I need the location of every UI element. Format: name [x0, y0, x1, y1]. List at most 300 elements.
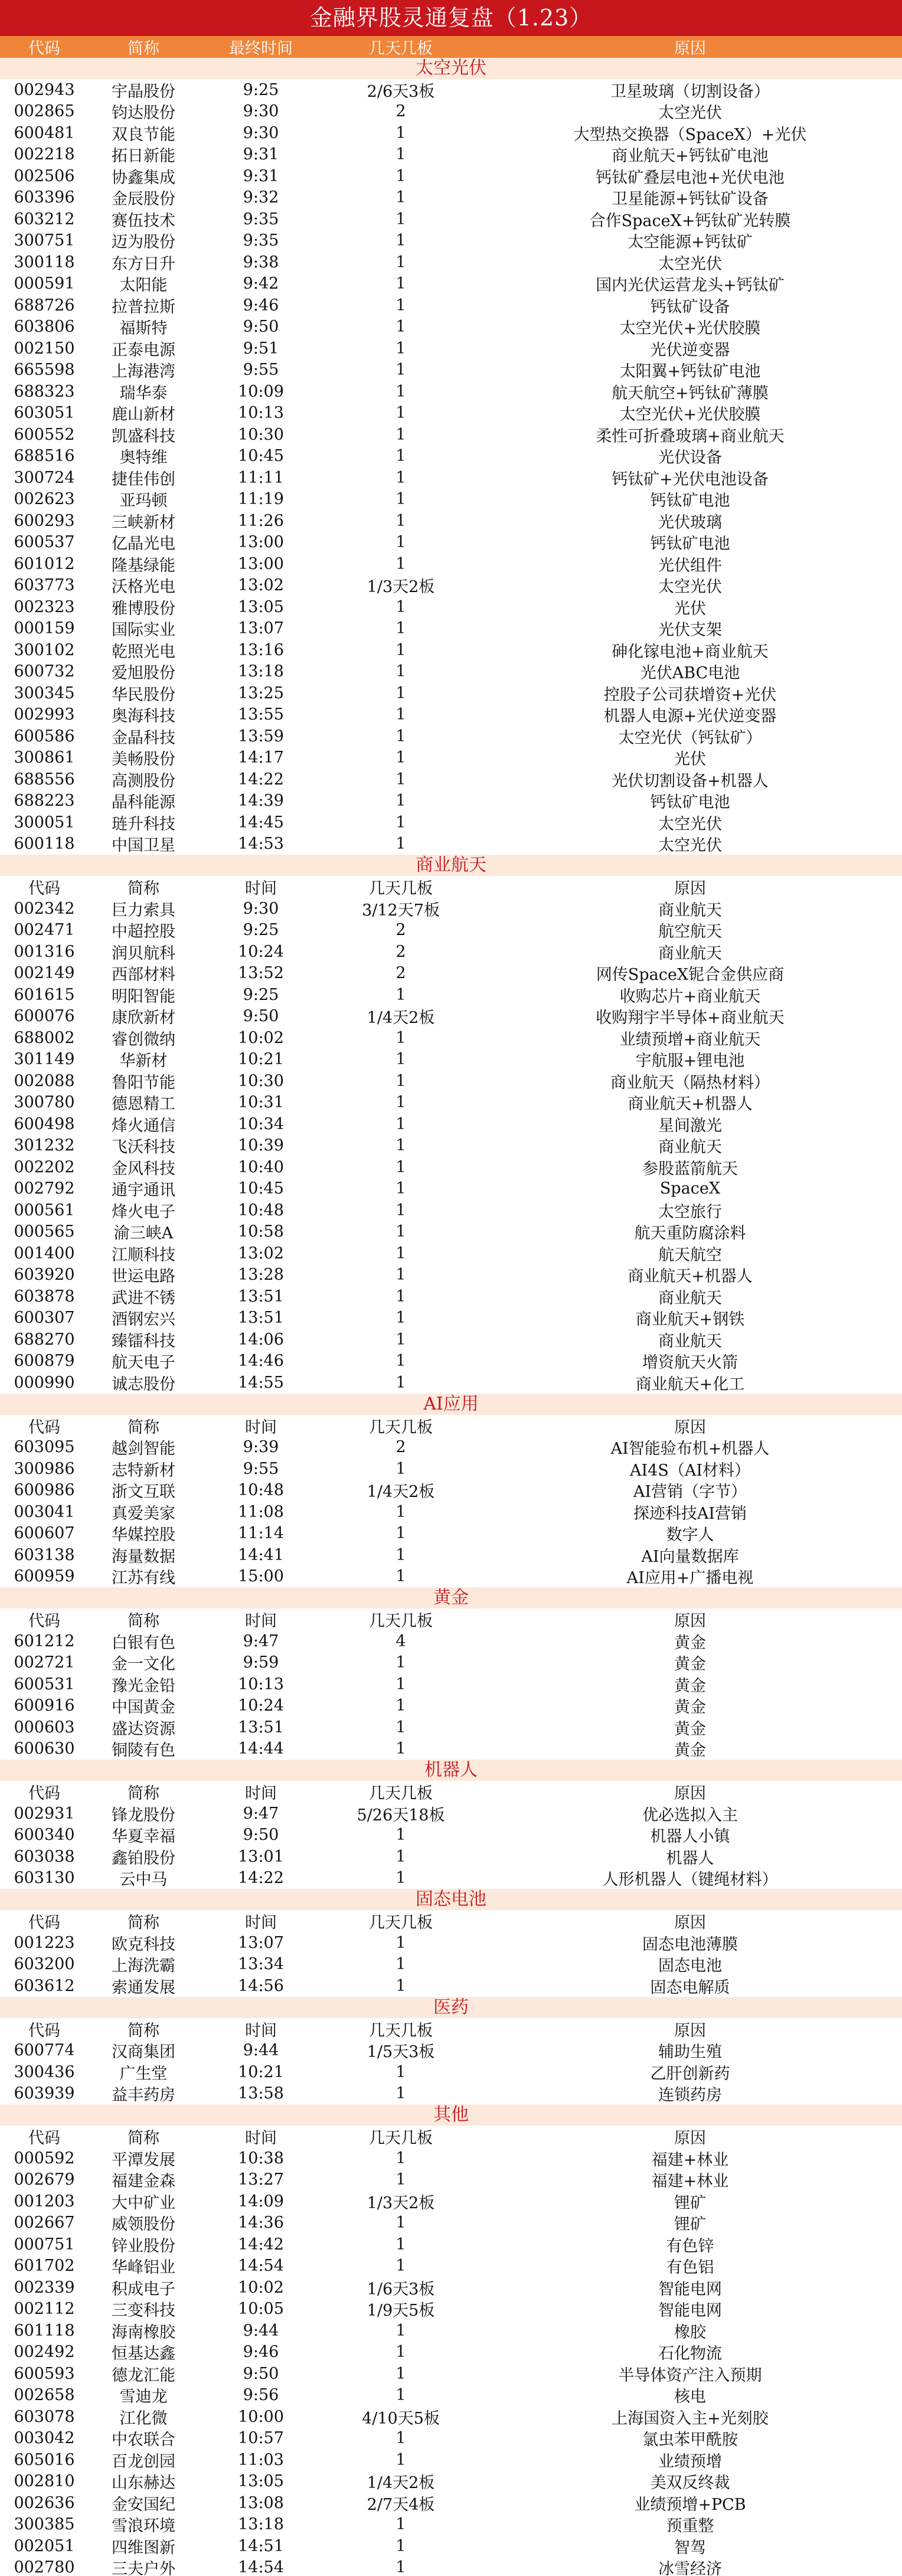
cell-code: 603212	[14, 210, 75, 228]
table-row	[0, 833, 902, 855]
cell-time: 14:53	[238, 835, 284, 854]
cell-code: 603130	[14, 1869, 75, 1888]
table-row	[0, 1458, 902, 1480]
cell-time: 9:30	[243, 123, 279, 142]
table-row	[0, 1049, 902, 1071]
cell-boards: 1	[396, 1028, 406, 1047]
table-row	[0, 1652, 902, 1674]
table-row	[0, 1178, 902, 1200]
cell-reason: 钙钛矿设备	[650, 298, 730, 316]
cell-reason: 商业航天（隔热材料）	[610, 1073, 770, 1092]
table-row	[0, 2147, 902, 2169]
table-row	[0, 941, 902, 963]
table-row	[0, 984, 902, 1006]
cell-boards: 1	[396, 1330, 406, 1349]
cell-time: 14:17	[238, 748, 284, 767]
cell-code: 688323	[14, 382, 75, 401]
cell-name: 大中矿业	[112, 2193, 175, 2212]
cell-code: 000592	[14, 2149, 75, 2168]
cell-reason: 收购翔宇半导体+商业航天	[596, 1009, 785, 1028]
cell-time: 10:40	[238, 1158, 284, 1176]
cell-time: 14:06	[238, 1330, 284, 1349]
cell-code: 600340	[14, 1826, 75, 1845]
cell-time: 13:02	[238, 576, 284, 595]
cell-name: 三变科技	[112, 2302, 175, 2320]
cell-time: 14:46	[238, 1352, 284, 1371]
table-row	[0, 79, 902, 101]
cell-time: 9:59	[243, 1653, 279, 1672]
cell-boards: 1	[396, 1976, 406, 1995]
cell-code: 688270	[14, 1330, 75, 1349]
cell-boards: 1	[396, 404, 406, 423]
cell-name: 沃格光电	[112, 578, 175, 597]
cell-reason: 机器人电源+光伏逆变器	[603, 707, 777, 726]
cell-reason: 宇航服+锂电池	[635, 1052, 745, 1071]
cell-reason: 黄金	[674, 1741, 706, 1760]
section-header-time: 时间	[245, 1914, 277, 1932]
cell-code: 000751	[14, 2235, 75, 2254]
cell-name: 广生堂	[119, 2064, 168, 2083]
table-row	[0, 1846, 902, 1868]
cell-time: 10:38	[238, 2149, 284, 2168]
cell-name: 三峡新材	[112, 513, 175, 532]
cell-boards: 1	[396, 1933, 406, 1952]
cell-boards: 1	[396, 511, 406, 530]
cell-time: 9:30	[243, 899, 279, 918]
cell-code: 603878	[14, 1287, 75, 1306]
cell-name: 琏升科技	[112, 815, 175, 833]
cell-name: 平潭发展	[112, 2150, 175, 2169]
table-row	[0, 359, 902, 381]
cell-time: 13:58	[238, 2084, 284, 2103]
cell-code: 002218	[14, 145, 75, 164]
cell-name: 明阳智能	[112, 987, 175, 1006]
table-row	[0, 1027, 902, 1049]
section-header-code: 代码	[28, 2021, 60, 2040]
cell-time: 9:55	[243, 1459, 279, 1478]
cell-reason: AI智能验布机+机器人	[610, 1440, 770, 1459]
cell-name: 西部材料	[112, 966, 175, 985]
table-row	[0, 725, 902, 747]
table-row	[0, 2320, 902, 2342]
cell-boards: 1	[396, 640, 406, 659]
cell-name: 华媒控股	[112, 1526, 175, 1545]
section-title: AI应用	[0, 1394, 902, 1415]
section-header-boards: 几天几板	[369, 1418, 433, 1437]
cell-reason: 光伏支架	[658, 621, 722, 640]
cell-reason: 钙钛矿电池	[650, 492, 730, 511]
cell-time: 9:56	[243, 2386, 279, 2405]
cell-reason: 卫星玻璃（切割设备）	[610, 82, 770, 101]
table-row	[0, 316, 902, 338]
cell-boards: 1	[396, 2214, 406, 2232]
table-row	[0, 446, 902, 468]
cell-time: 13:02	[238, 1244, 284, 1263]
cell-boards: 1	[396, 684, 406, 702]
cell-code: 002051	[14, 2536, 75, 2555]
section-header-name: 简称	[128, 2129, 159, 2147]
cell-time: 10:57	[238, 2429, 284, 2448]
cell-time: 13:05	[238, 597, 284, 616]
cell-name: 康欣新材	[112, 1009, 175, 1028]
cell-name: 飞沃科技	[112, 1138, 175, 1157]
table-row	[0, 122, 902, 144]
section-header-code: 代码	[28, 2129, 60, 2147]
cell-time: 9:38	[243, 253, 279, 272]
cell-time: 10:45	[238, 1179, 284, 1198]
cell-code: 601702	[14, 2257, 75, 2276]
cell-name: 上海洗霸	[112, 1957, 175, 1976]
cell-code: 002679	[14, 2170, 75, 2189]
cell-name: 浙文互联	[112, 1483, 175, 1502]
table-row	[0, 2040, 902, 2062]
cell-name: 福建金森	[112, 2172, 175, 2191]
cell-reason: 光伏切割设备+机器人	[612, 772, 769, 790]
cell-time: 10:21	[238, 1050, 284, 1069]
section-title: 其他	[0, 2104, 902, 2126]
table-row	[0, 251, 902, 273]
table-row	[0, 2492, 902, 2514]
cell-reason: 收购芯片+商业航天	[619, 987, 761, 1006]
cell-name: 烽火通信	[112, 1116, 175, 1135]
cell-time: 10:58	[238, 1222, 284, 1241]
cell-code: 002993	[14, 705, 75, 724]
cell-reason: 商业航天+钙钛矿电池	[612, 147, 769, 166]
cell-reason: 柔性可折叠玻璃+商业航天	[596, 427, 785, 446]
cell-boards: 1	[396, 447, 406, 466]
cell-boards: 1	[396, 1309, 406, 1328]
cell-name: 诚志股份	[112, 1375, 175, 1394]
cell-reason: 石化物流	[658, 2345, 722, 2363]
cell-time: 10:39	[238, 1136, 284, 1155]
cell-name: 志特新材	[112, 1461, 175, 1480]
cell-time: 13:27	[238, 2170, 284, 2189]
cell-reason: 太空光伏+光伏胶膜	[619, 406, 761, 424]
cell-reason: 福建+林业	[651, 2150, 729, 2169]
cell-code: 002931	[14, 1804, 75, 1823]
cell-boards: 1	[396, 1201, 406, 1220]
cell-boards: 1	[396, 425, 406, 444]
cell-reason: 业绩预增	[658, 2452, 722, 2471]
table-row	[0, 1975, 902, 1997]
cell-code: 002202	[14, 1158, 75, 1176]
cell-code: 600774	[14, 2041, 75, 2060]
cell-code: 605016	[14, 2450, 75, 2469]
cell-time: 11:11	[238, 468, 284, 487]
section-header-reason: 原因	[674, 2129, 706, 2147]
cell-code: 300751	[14, 231, 75, 250]
cell-reason: 黄金	[674, 1676, 706, 1695]
cell-time: 9:47	[243, 1804, 279, 1823]
cell-name: 福斯特	[119, 319, 168, 338]
table-row	[0, 2234, 902, 2255]
cell-boards: 1	[396, 1222, 406, 1241]
cell-reason: SpaceX	[659, 1179, 721, 1198]
table-row	[0, 1825, 902, 1846]
cell-boards: 1	[396, 318, 406, 336]
cell-name: 中超控股	[112, 923, 175, 942]
cell-name: 捷佳伟创	[112, 470, 175, 489]
section-header	[0, 1415, 902, 1437]
cell-time: 9:50	[243, 1007, 279, 1026]
cell-code: 000591	[14, 274, 75, 293]
cell-name: 白银有色	[112, 1633, 175, 1652]
cell-time: 10:00	[238, 2407, 284, 2426]
cell-time: 9:30	[243, 102, 279, 121]
cell-boards: 1	[396, 2321, 406, 2340]
cell-reason: 商业航天	[658, 944, 722, 963]
section-header	[0, 2126, 902, 2147]
cell-reason: AI4S（AI材料）	[629, 1461, 750, 1480]
cell-reason: 固态电池薄膜	[642, 1935, 738, 1954]
cell-reason: 商业航天+化工	[635, 1375, 745, 1394]
table-row	[0, 2406, 902, 2428]
cell-name: 海量数据	[112, 1547, 175, 1566]
cell-name: 拓日新能	[112, 147, 175, 166]
table-row	[0, 1437, 902, 1459]
cell-reason: 合作SpaceX+钙钛矿光转膜	[589, 211, 791, 230]
cell-code: 002623	[14, 490, 75, 509]
cell-reason: 上海国资入主+光刻胶	[612, 2409, 769, 2428]
cell-code: 300385	[14, 2515, 75, 2534]
cell-time: 9:50	[243, 318, 279, 336]
cell-boards: 1	[396, 2450, 406, 2469]
cell-time: 9:25	[243, 80, 279, 99]
cell-reason: 黄金	[674, 1655, 706, 1674]
cell-time: 10:45	[238, 447, 284, 466]
cell-reason: 商业航天	[658, 1289, 722, 1307]
cell-reason: 商业航天	[658, 1138, 722, 1157]
table-row	[0, 1372, 902, 1394]
cell-time: 13:55	[238, 705, 284, 724]
cell-name: 金风科技	[112, 1159, 175, 1178]
cell-boards: 1	[396, 1287, 406, 1306]
cell-code: 002943	[14, 80, 75, 99]
cell-reason: 半导体资产注入预期	[618, 2366, 762, 2385]
cell-name: 双良节能	[112, 125, 175, 144]
cell-boards: 1	[396, 2536, 406, 2555]
cell-time: 11:14	[238, 1524, 284, 1543]
section-header-code: 代码	[28, 1914, 60, 1932]
cell-boards: 1	[396, 2515, 406, 2534]
cell-boards: 1	[396, 554, 406, 573]
table-row	[0, 1286, 902, 1307]
cell-boards: 1	[396, 1869, 406, 1888]
cell-reason: 光伏组件	[658, 556, 722, 575]
cell-boards: 1	[396, 1718, 406, 1737]
cell-code: 603138	[14, 1545, 75, 1564]
cell-code: 688223	[14, 792, 75, 810]
cell-boards: 3/12天7板	[362, 901, 440, 920]
table-row	[0, 1630, 902, 1652]
cell-time: 11:03	[238, 2450, 284, 2469]
cell-time: 9:50	[243, 2364, 279, 2383]
cell-boards: 1	[396, 1545, 406, 1564]
cell-reason: 钙钛矿电池	[650, 535, 730, 554]
section-header-time: 时间	[245, 1418, 277, 1437]
cell-time: 11:19	[238, 490, 284, 509]
cell-name: 巨力索具	[112, 901, 175, 920]
cell-boards: 1	[396, 1071, 406, 1090]
cell-name: 四维图新	[112, 2538, 175, 2557]
table-row	[0, 2514, 902, 2536]
section-header-name: 简称	[128, 1914, 159, 1932]
section-header-name: 简称	[128, 1418, 159, 1437]
cell-boards: 1	[396, 2149, 406, 2168]
section-header-boards: 几天几板	[369, 1784, 433, 1803]
cell-time: 10:13	[238, 404, 284, 423]
cell-boards: 1/6天3板	[367, 2280, 435, 2299]
cell-reason: 光伏设备	[658, 449, 722, 468]
table-row	[0, 790, 902, 812]
section-header-name: 简称	[128, 880, 159, 898]
cell-name: 隆基绿能	[112, 556, 175, 575]
cell-name: 金晶科技	[112, 728, 175, 747]
cell-boards: 1	[396, 210, 406, 228]
cell-reason: 航天重防腐涂料	[634, 1224, 746, 1243]
cell-time: 13:51	[238, 1287, 284, 1306]
cell-time: 13:59	[238, 727, 284, 746]
cell-code: 002112	[14, 2300, 75, 2319]
cell-name: 江顺科技	[112, 1245, 175, 1264]
cell-code: 001223	[14, 1933, 75, 1952]
cell-reason: 固态电解质	[650, 1978, 730, 1997]
cell-time: 13:16	[238, 640, 284, 659]
cell-boards: 1/3天2板	[367, 2193, 435, 2212]
cell-code: 600481	[14, 123, 75, 142]
cell-code: 002636	[14, 2493, 75, 2512]
table-row	[0, 2277, 902, 2299]
cell-boards: 1	[396, 1955, 406, 1974]
cell-reason: 预重整	[666, 2517, 714, 2536]
cell-boards: 1	[396, 1847, 406, 1866]
cell-name: 烽火电子	[112, 1202, 175, 1221]
cell-time: 14:51	[238, 2536, 284, 2555]
cell-boards: 1/3天2板	[367, 578, 435, 597]
cell-time: 14:09	[238, 2192, 284, 2211]
cell-code: 000159	[14, 619, 75, 638]
cell-boards: 1	[396, 835, 406, 854]
cell-name: 高测股份	[112, 772, 175, 790]
cell-name: 钧达股份	[112, 104, 175, 123]
table-row	[0, 682, 902, 704]
cell-time: 9:25	[243, 921, 279, 940]
section-header-name: 简称	[128, 1612, 159, 1630]
cell-reason: AI应用+广播电视	[626, 1569, 754, 1588]
cell-code: 601012	[14, 554, 75, 573]
section-title: 机器人	[0, 1760, 902, 1781]
table-row	[0, 1954, 902, 1976]
cell-boards: 1	[396, 1352, 406, 1371]
cell-time: 9:35	[243, 231, 279, 250]
table-row	[0, 1501, 902, 1523]
cell-boards: 1	[396, 1567, 406, 1586]
table-row	[0, 639, 902, 661]
cell-code: 300051	[14, 813, 75, 832]
table-row	[0, 1673, 902, 1695]
table-row	[0, 144, 902, 166]
cell-boards: 2	[396, 921, 406, 940]
table-row	[0, 2535, 902, 2557]
cell-code: 603095	[14, 1438, 75, 1457]
cell-name: 豫光金铅	[112, 1676, 175, 1695]
cell-reason: 黄金	[674, 1719, 706, 1738]
cell-name: 正泰电源	[112, 341, 175, 359]
cell-reason: 机器人	[666, 1849, 714, 1868]
cell-code: 600593	[14, 2364, 75, 2383]
cell-reason: 太空旅行	[658, 1202, 722, 1221]
cell-code: 603396	[14, 188, 75, 207]
cell-name: 华民股份	[112, 685, 175, 704]
cell-name: 华峰铝业	[112, 2258, 175, 2277]
cell-boards: 1	[396, 1675, 406, 1694]
cell-reason: 光伏	[674, 750, 706, 769]
cell-name: 锋龙股份	[112, 1806, 175, 1825]
cell-name: 海南橡胶	[112, 2323, 175, 2342]
cell-time: 14:42	[238, 2235, 284, 2254]
cell-time: 13:34	[238, 1955, 284, 1974]
cell-boards: 1	[396, 1459, 406, 1478]
table-row	[0, 1566, 902, 1588]
cell-name: 乾照光电	[112, 642, 175, 661]
cell-code: 600498	[14, 1114, 75, 1133]
cell-reason: 乙肝创新药	[650, 2064, 730, 2083]
cell-boards: 1/9天5板	[367, 2302, 435, 2320]
cell-name: 太阳能	[119, 276, 168, 295]
cell-reason: 固态电池	[658, 1957, 722, 1976]
section-header-name: 简称	[128, 2021, 159, 2040]
cell-name: 迈为股份	[112, 233, 175, 252]
cell-reason: 光伏逆变器	[650, 341, 730, 359]
cell-name: 亚玛顿	[119, 492, 168, 511]
cell-code: 300436	[14, 2062, 75, 2081]
section-header-time: 时间	[245, 1612, 277, 1630]
cell-boards: 1	[396, 2558, 406, 2576]
cell-boards: 1	[396, 274, 406, 293]
table-row	[0, 769, 902, 790]
cell-code: 600537	[14, 533, 75, 552]
cell-time: 14:39	[238, 792, 284, 810]
cell-time: 15:00	[238, 1567, 284, 1586]
cell-boards: 1	[396, 619, 406, 638]
cell-boards: 1	[396, 123, 406, 142]
cell-code: 002342	[14, 899, 75, 918]
cell-name: 航天电子	[112, 1354, 175, 1372]
cell-name: 德恩精工	[112, 1095, 175, 1114]
cell-time: 13:05	[238, 2472, 284, 2491]
cell-name: 三夫户外	[112, 2560, 175, 2576]
cell-time: 14:55	[238, 1373, 284, 1392]
section-header	[0, 1781, 902, 1803]
cell-boards: 1	[396, 145, 406, 164]
cell-time: 10:31	[238, 1093, 284, 1112]
table-row	[0, 489, 902, 511]
header-name: 简称	[128, 40, 159, 58]
cell-code: 300986	[14, 1459, 75, 1478]
cell-time: 10:24	[238, 942, 284, 961]
table-row	[0, 187, 902, 209]
cell-code: 603038	[14, 1847, 75, 1866]
section-header-reason: 原因	[674, 1784, 706, 1803]
cell-name: 通宇通讯	[112, 1181, 175, 1200]
cell-time: 13:52	[238, 964, 284, 983]
section-header-code: 代码	[28, 1418, 60, 1437]
table-row	[0, 2363, 902, 2385]
cell-time: 14:54	[238, 2257, 284, 2276]
cell-boards: 1/4天2板	[367, 2474, 435, 2493]
cell-name: 美畅股份	[112, 750, 175, 769]
cell-code: 600959	[14, 1567, 75, 1586]
